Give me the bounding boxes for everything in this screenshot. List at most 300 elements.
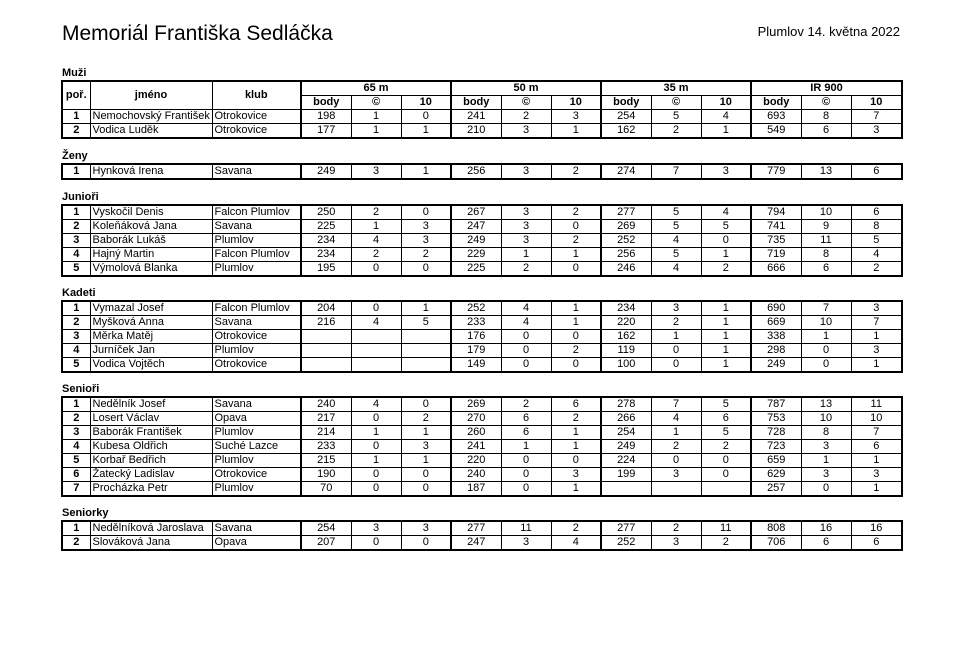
score-cell: 250 [301, 205, 351, 220]
score-cell: 269 [451, 397, 501, 412]
table-row [62, 234, 902, 248]
rank-cell: 3 [62, 426, 90, 440]
score-cell: 269 [601, 220, 651, 234]
score-cell: 249 [451, 234, 501, 248]
table-row [62, 316, 902, 330]
name-cell: Hajný Martin [90, 248, 212, 262]
score-cell: 1 [401, 164, 451, 179]
name-cell: Baborák Lukáš [90, 234, 212, 248]
rank-cell: 2 [62, 124, 90, 139]
score-cell: 0 [551, 358, 601, 373]
name-cell: Myšková Anna [90, 316, 212, 330]
header-sub: body [301, 96, 351, 110]
score-cell: 3 [501, 536, 551, 551]
score-cell: 3 [651, 536, 701, 551]
header-club: klub [212, 81, 301, 110]
table-row [62, 301, 902, 316]
score-cell: 11 [501, 521, 551, 536]
header-sub: © [801, 96, 851, 110]
results-content [61, 67, 901, 551]
name-cell: Vymazal Josef [90, 301, 212, 316]
score-cell: 10 [801, 205, 851, 220]
name-cell: Nedělníková Jaroslava [90, 521, 212, 536]
score-cell: 179 [451, 344, 501, 358]
score-cell: 1 [401, 301, 451, 316]
score-cell: 2 [401, 412, 451, 426]
header-sub: body [601, 96, 651, 110]
table-row [62, 397, 902, 412]
score-cell: 1 [851, 454, 902, 468]
section-1 [61, 150, 901, 180]
score-cell: 4 [651, 262, 701, 277]
score-cell: 1 [551, 301, 601, 316]
score-cell: 5 [701, 397, 751, 412]
score-cell: 1 [351, 454, 401, 468]
score-cell: 249 [301, 164, 351, 179]
score-cell: 190 [301, 468, 351, 482]
score-cell: 706 [751, 536, 801, 551]
score-cell: 2 [501, 110, 551, 124]
header-group: IR 900 [751, 81, 902, 96]
name-cell: Hynková Irena [90, 164, 212, 179]
score-cell: 11 [701, 521, 751, 536]
score-cell: 207 [301, 536, 351, 551]
score-cell: 195 [301, 262, 351, 277]
score-cell: 4 [851, 248, 902, 262]
club-cell: Savana [212, 220, 301, 234]
name-cell: Losert Václav [90, 412, 212, 426]
score-cell: 1 [651, 330, 701, 344]
table-row [62, 468, 902, 482]
score-cell: 0 [401, 110, 451, 124]
score-cell: 2 [351, 205, 401, 220]
table-row [62, 521, 902, 536]
score-cell: 0 [401, 536, 451, 551]
score-cell: 7 [801, 301, 851, 316]
score-cell: 3 [401, 220, 451, 234]
score-cell: 1 [701, 330, 751, 344]
score-cell: 779 [751, 164, 801, 179]
score-cell: 1 [701, 301, 751, 316]
score-cell: 274 [601, 164, 651, 179]
score-cell: 4 [501, 316, 551, 330]
score-cell: 753 [751, 412, 801, 426]
score-cell [401, 330, 451, 344]
name-cell: Vodica Vojtěch [90, 358, 212, 373]
results-table [61, 80, 903, 139]
results-table [61, 396, 903, 497]
rank-cell: 2 [62, 220, 90, 234]
section-2 [61, 191, 901, 277]
rank-cell: 1 [62, 110, 90, 124]
score-cell: 5 [851, 234, 902, 248]
score-cell: 11 [851, 397, 902, 412]
score-cell: 220 [601, 316, 651, 330]
club-cell: Otrokovice [212, 110, 301, 124]
score-cell: 3 [801, 440, 851, 454]
score-cell: 1 [551, 248, 601, 262]
table-row [62, 164, 902, 179]
score-cell: 2 [551, 234, 601, 248]
header-sub: © [351, 96, 401, 110]
score-cell: 70 [301, 482, 351, 497]
score-cell: 0 [551, 454, 601, 468]
table-row [62, 482, 902, 497]
section-title: Senioři [62, 383, 100, 395]
score-cell: 4 [651, 412, 701, 426]
score-cell [701, 482, 751, 497]
score-cell: 690 [751, 301, 801, 316]
score-cell: 4 [351, 234, 401, 248]
score-cell [301, 344, 351, 358]
name-cell: Měrka Matěj [90, 330, 212, 344]
score-cell: 3 [501, 124, 551, 139]
rank-cell: 3 [62, 330, 90, 344]
club-cell: Plumlov [212, 454, 301, 468]
table-row [62, 426, 902, 440]
table-row [62, 358, 902, 373]
rank-cell: 2 [62, 536, 90, 551]
score-cell: 0 [551, 262, 601, 277]
score-cell: 1 [851, 330, 902, 344]
score-cell: 10 [801, 412, 851, 426]
name-cell: Koleňáková Jana [90, 220, 212, 234]
score-cell: 0 [651, 344, 701, 358]
club-cell: Otrokovice [212, 358, 301, 373]
score-cell: 256 [601, 248, 651, 262]
table-row [62, 110, 902, 124]
score-cell: 3 [651, 301, 701, 316]
club-cell: Otrokovice [212, 124, 301, 139]
score-cell: 1 [851, 358, 902, 373]
table-row [62, 262, 902, 277]
score-cell: 6 [801, 536, 851, 551]
rank-cell: 5 [62, 454, 90, 468]
score-cell: 1 [401, 124, 451, 139]
section-4 [61, 383, 901, 497]
score-cell: 162 [601, 124, 651, 139]
score-cell: 3 [701, 164, 751, 179]
section-title: Kadeti [62, 287, 96, 299]
score-cell [301, 330, 351, 344]
score-cell: 666 [751, 262, 801, 277]
score-cell: 16 [801, 521, 851, 536]
score-cell: 1 [551, 440, 601, 454]
score-cell: 162 [601, 330, 651, 344]
rank-cell: 1 [62, 521, 90, 536]
header-group: 50 m [451, 81, 601, 96]
score-cell: 3 [651, 468, 701, 482]
score-cell: 4 [501, 301, 551, 316]
name-cell: Nedělník Josef [90, 397, 212, 412]
page-title: Memoriál Františka Sedláčka [62, 22, 333, 45]
score-cell: 277 [601, 205, 651, 220]
score-cell: 4 [551, 536, 601, 551]
score-cell: 149 [451, 358, 501, 373]
score-cell: 254 [601, 110, 651, 124]
score-cell: 3 [401, 440, 451, 454]
score-cell: 4 [701, 205, 751, 220]
score-cell: 7 [651, 164, 701, 179]
score-cell: 0 [501, 344, 551, 358]
score-cell: 2 [701, 536, 751, 551]
score-cell: 6 [851, 536, 902, 551]
score-cell: 6 [801, 262, 851, 277]
score-cell: 215 [301, 454, 351, 468]
score-cell: 1 [851, 482, 902, 497]
score-cell: 1 [351, 220, 401, 234]
score-cell: 3 [351, 164, 401, 179]
rank-cell: 1 [62, 397, 90, 412]
rank-cell: 5 [62, 358, 90, 373]
score-cell: 10 [801, 316, 851, 330]
score-cell [351, 330, 401, 344]
score-cell: 338 [751, 330, 801, 344]
score-cell: 5 [701, 426, 751, 440]
score-cell: 0 [701, 234, 751, 248]
club-cell: Suché Lazce [212, 440, 301, 454]
name-cell: Korbař Bedřich [90, 454, 212, 468]
table-row [62, 536, 902, 551]
score-cell: 0 [401, 482, 451, 497]
section-5 [61, 507, 901, 551]
score-cell: 1 [401, 454, 451, 468]
rank-cell: 1 [62, 205, 90, 220]
score-cell: 270 [451, 412, 501, 426]
name-cell: Nemochovský František [90, 110, 212, 124]
score-cell: 3 [551, 468, 601, 482]
score-cell: 1 [801, 454, 851, 468]
score-cell: 254 [301, 521, 351, 536]
score-cell: 2 [651, 316, 701, 330]
rank-cell: 4 [62, 440, 90, 454]
score-cell: 1 [701, 316, 751, 330]
score-cell [601, 482, 651, 497]
score-cell: 198 [301, 110, 351, 124]
score-cell: 2 [551, 344, 601, 358]
score-cell: 2 [701, 440, 751, 454]
score-cell: 1 [401, 426, 451, 440]
score-cell: 0 [701, 468, 751, 482]
score-cell [351, 358, 401, 373]
score-cell: 298 [751, 344, 801, 358]
score-cell: 277 [601, 521, 651, 536]
score-cell: 0 [551, 330, 601, 344]
header-sub: 10 [401, 96, 451, 110]
score-cell: 2 [701, 262, 751, 277]
score-cell: 225 [451, 262, 501, 277]
score-cell: 1 [351, 124, 401, 139]
score-cell: 234 [601, 301, 651, 316]
score-cell: 13 [801, 397, 851, 412]
score-cell: 267 [451, 205, 501, 220]
score-cell: 254 [601, 426, 651, 440]
score-cell: 0 [501, 482, 551, 497]
score-cell: 260 [451, 426, 501, 440]
rank-cell: 2 [62, 412, 90, 426]
name-cell: Kubesa Oldřich [90, 440, 212, 454]
score-cell: 1 [551, 426, 601, 440]
name-cell: Vyskočil Denis [90, 205, 212, 220]
table-row [62, 454, 902, 468]
score-cell: 252 [601, 536, 651, 551]
score-cell: 741 [751, 220, 801, 234]
score-cell: 693 [751, 110, 801, 124]
score-cell: 0 [701, 454, 751, 468]
score-cell: 214 [301, 426, 351, 440]
score-cell: 0 [501, 358, 551, 373]
score-cell: 8 [801, 426, 851, 440]
name-cell: Výmolová Blanka [90, 262, 212, 277]
score-cell: 252 [601, 234, 651, 248]
name-cell: Slováková Jana [90, 536, 212, 551]
score-cell: 3 [851, 124, 902, 139]
results-table [61, 163, 903, 180]
score-cell: 241 [451, 440, 501, 454]
score-cell: 100 [601, 358, 651, 373]
score-cell: 266 [601, 412, 651, 426]
score-cell: 241 [451, 110, 501, 124]
score-cell: 3 [401, 521, 451, 536]
header-sub: 10 [551, 96, 601, 110]
score-cell: 278 [601, 397, 651, 412]
club-cell: Savana [212, 316, 301, 330]
score-cell: 3 [401, 234, 451, 248]
name-cell: Procházka Petr [90, 482, 212, 497]
club-cell: Plumlov [212, 234, 301, 248]
score-cell: 1 [351, 426, 401, 440]
score-cell: 2 [551, 205, 601, 220]
header-sub: body [751, 96, 801, 110]
section-title: Muži [62, 67, 87, 79]
score-cell: 3 [801, 468, 851, 482]
score-cell: 5 [701, 220, 751, 234]
score-cell: 6 [501, 426, 551, 440]
header-sub: 10 [701, 96, 751, 110]
score-cell: 808 [751, 521, 801, 536]
score-cell: 3 [851, 468, 902, 482]
score-cell: 233 [301, 440, 351, 454]
score-cell: 1 [651, 426, 701, 440]
club-cell: Otrokovice [212, 330, 301, 344]
club-cell: Opava [212, 412, 301, 426]
section-0 [61, 67, 901, 139]
score-cell: 3 [501, 205, 551, 220]
score-cell: 787 [751, 397, 801, 412]
rank-cell: 4 [62, 248, 90, 262]
club-cell: Opava [212, 536, 301, 551]
club-cell: Plumlov [212, 262, 301, 277]
score-cell: 6 [701, 412, 751, 426]
header-sub: © [651, 96, 701, 110]
score-cell: 6 [801, 124, 851, 139]
score-cell: 0 [801, 482, 851, 497]
name-cell: Baborák František [90, 426, 212, 440]
score-cell: 0 [501, 330, 551, 344]
score-cell: 2 [501, 262, 551, 277]
score-cell: 5 [651, 205, 701, 220]
results-table [61, 300, 903, 373]
club-cell: Falcon Plumlov [212, 248, 301, 262]
score-cell: 1 [701, 248, 751, 262]
score-cell: 246 [601, 262, 651, 277]
score-cell: 4 [351, 316, 401, 330]
score-cell: 4 [351, 397, 401, 412]
header-rank: poř. [62, 81, 90, 110]
score-cell: 629 [751, 468, 801, 482]
score-cell: 0 [351, 536, 401, 551]
score-cell: 2 [651, 440, 701, 454]
score-cell: 659 [751, 454, 801, 468]
score-cell: 240 [451, 468, 501, 482]
score-cell: 2 [851, 262, 902, 277]
score-cell: 7 [851, 110, 902, 124]
rank-cell: 1 [62, 164, 90, 179]
score-cell: 220 [451, 454, 501, 468]
club-cell: Savana [212, 521, 301, 536]
score-cell: 9 [801, 220, 851, 234]
event-date: Plumlov 14. května 2022 [757, 24, 900, 39]
rank-cell: 5 [62, 262, 90, 277]
score-cell: 0 [501, 468, 551, 482]
score-cell: 0 [351, 301, 401, 316]
header-sub: © [501, 96, 551, 110]
score-cell: 234 [301, 248, 351, 262]
table-row [62, 124, 902, 139]
table-row [62, 330, 902, 344]
score-cell: 8 [801, 248, 851, 262]
header-sub: 10 [851, 96, 902, 110]
score-cell: 0 [351, 468, 401, 482]
section-3 [61, 287, 901, 373]
score-cell: 8 [851, 220, 902, 234]
score-cell: 0 [401, 205, 451, 220]
score-cell: 6 [851, 440, 902, 454]
rank-cell: 2 [62, 316, 90, 330]
score-cell: 0 [401, 397, 451, 412]
name-cell: Vodica Luděk [90, 124, 212, 139]
score-cell: 224 [601, 454, 651, 468]
score-cell: 1 [551, 482, 601, 497]
header-group: 35 m [601, 81, 751, 96]
score-cell [301, 358, 351, 373]
score-cell: 257 [751, 482, 801, 497]
club-cell: Otrokovice [212, 468, 301, 482]
score-cell: 119 [601, 344, 651, 358]
header-sub: body [451, 96, 501, 110]
score-cell: 1 [701, 124, 751, 139]
club-cell: Falcon Plumlov [212, 301, 301, 316]
score-cell: 204 [301, 301, 351, 316]
score-cell: 0 [551, 220, 601, 234]
score-cell: 0 [351, 262, 401, 277]
score-cell: 229 [451, 248, 501, 262]
header-group: 65 m [301, 81, 451, 96]
score-cell: 0 [501, 454, 551, 468]
score-cell: 1 [551, 316, 601, 330]
score-cell: 13 [801, 164, 851, 179]
score-cell: 549 [751, 124, 801, 139]
score-cell: 249 [601, 440, 651, 454]
score-cell: 2 [651, 124, 701, 139]
score-cell: 5 [651, 220, 701, 234]
score-cell: 0 [401, 468, 451, 482]
table-row [62, 205, 902, 220]
club-cell: Falcon Plumlov [212, 205, 301, 220]
score-cell: 3 [551, 110, 601, 124]
score-cell: 2 [551, 164, 601, 179]
score-cell: 2 [351, 248, 401, 262]
